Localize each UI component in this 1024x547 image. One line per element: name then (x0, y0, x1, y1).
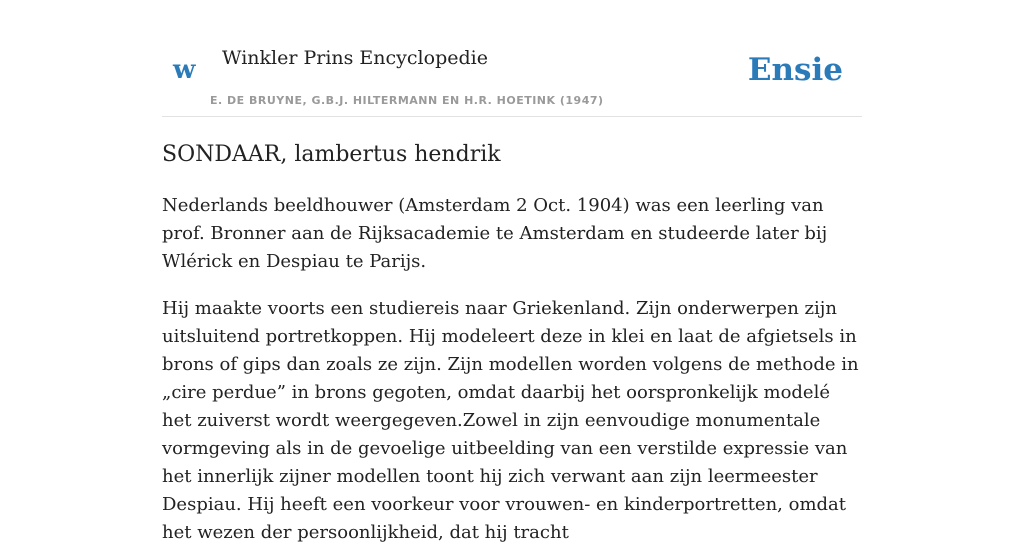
publication-logo-icon[interactable]: w (173, 55, 196, 85)
article-title: SONDAAR, lambertus hendrik (162, 142, 501, 167)
article-paragraph: Hij maakte voorts een studiereis naar Griekenland. Zijn onderwerpen zijn uitsluitend portretkoppen. Hij modeleert deze in klei en laat de afgietsels in brons of gips dan zoals ze zijn. Zijn modellen worden volgens de methode in „cire perdue” in brons gegoten, omdat daarbij het oorspronkelijk modelé het zuiverst wordt weergegeven.Zowel in zijn eenvoudige monumentale vormgeving als in de gevoelige uitbeelding van een verstilde expressie van het innerlijk zijner modellen toont hij zich verwant aan zijn leermeester Despiau. Hij heeft een voorkeur voor vrouwen- en kinderportretten, omdat het wezen der persoonlijkheid, dat hij tracht (162, 298, 859, 543)
site-header (162, 30, 862, 117)
ensie-logo[interactable]: Ensie (747, 52, 843, 88)
publication-authors: E. DE BRUYNE, G.B.J. HILTERMANN EN H.R. HOETINK (1947) (210, 94, 604, 107)
publication-title[interactable]: Winkler Prins Encyclopedie (222, 47, 488, 69)
article-paragraph: Nederlands beeldhouwer (Amsterdam 2 Oct. 1904) was een leerling van prof. Bronner aan de Rijksacademie te Amsterdam en studeerde later bij Wlérick en Despiau te Parijs. (162, 195, 828, 272)
article (162, 140, 862, 547)
